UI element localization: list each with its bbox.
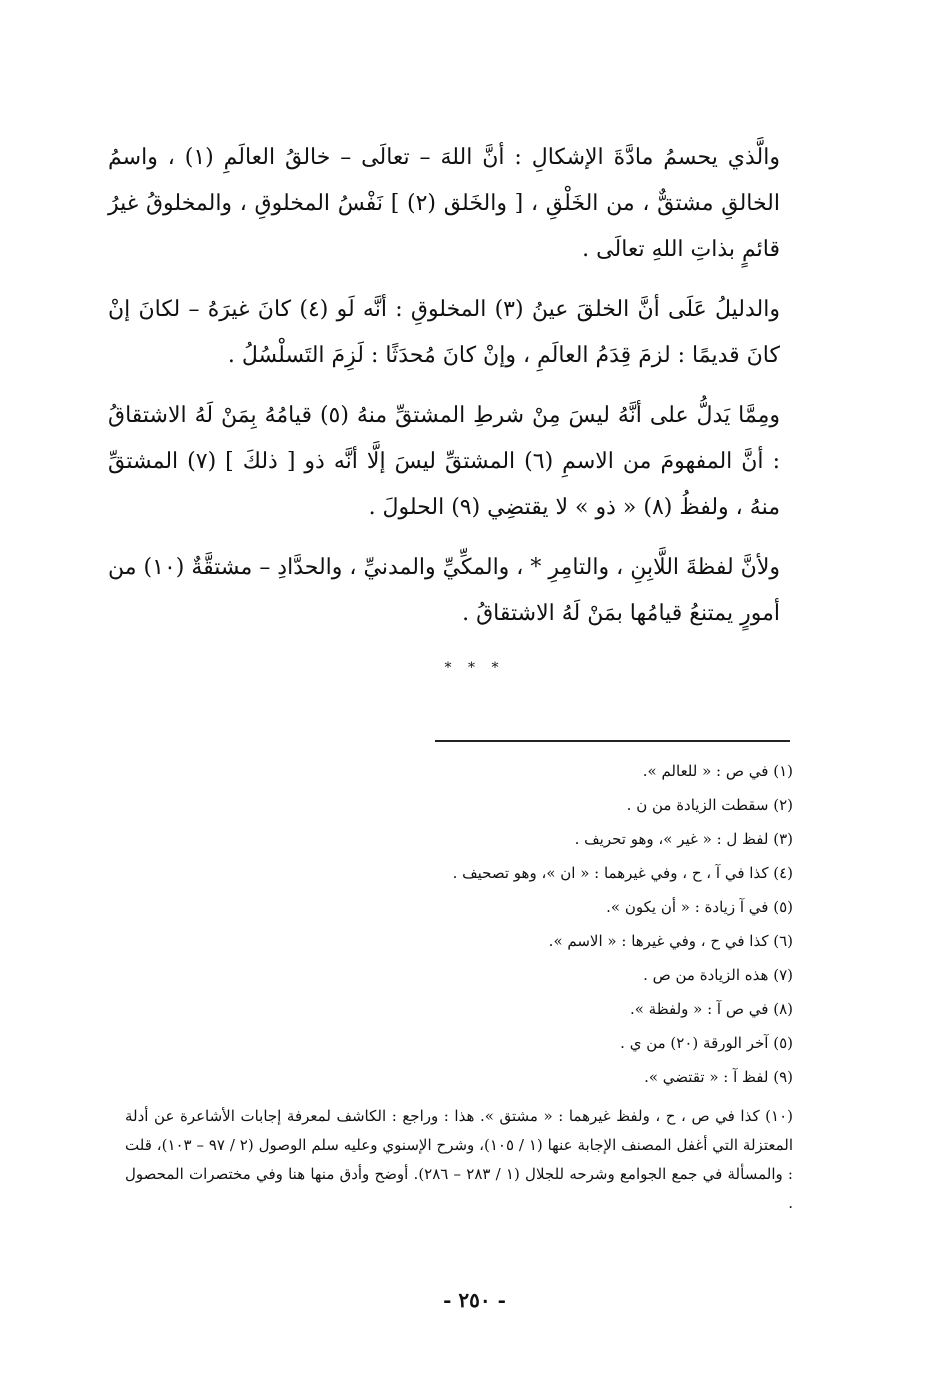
footnote-6: (٦) كذا في ح ، وفي غيرها : « الاسم ». xyxy=(548,932,793,950)
page-number: - ٢٥٠ - xyxy=(443,1288,506,1312)
paragraph-2: والدليلُ عَلَى أنَّ الخلقَ عينُ (٣) المخلوقِ : أنَّه لَو (٤) كانَ غيرَهُ – لكانَ إنْ كانَ قديمًا : لزمَ قِدَمُ العالَمِ ، وإنْ كانَ مُحدَثًا : لَزِمَ التَسلْسُلُ . xyxy=(108,297,780,368)
footnote-star: (٥) آخر الورقة (٢٠) من ي . xyxy=(620,1034,793,1052)
footnote-9: (٩) لفظ آ : « تقتضي ». xyxy=(644,1068,793,1086)
footnote-divider xyxy=(435,740,790,742)
footnotes xyxy=(125,754,793,1233)
footnote-1: (١) في ص : « للعالم ». xyxy=(642,762,793,780)
footnote-5: (٥) في آ زيادة : « أن يكون ». xyxy=(606,898,793,916)
footnote-4: (٤) كذا في آ ، ح ، وفي غيرهما : « ان »، وهو تصحيف . xyxy=(452,864,793,882)
footnote-10: (١٠) كذا في ص ، ح ، ولفظ غيرهما : « مشتق ». هذا : وراجع : الكاشف لمعرفة إجابات الأشاعرة عن أدلة المعتزلة التي أغفل المصنف الإجابة عنها (١ / ١٠٥)، وشرح الإسنوي وعليه سلم الوصول (٢ / ٩٧ – ١٠٣)، قلت : والمسألة في جمع الجوامع وشرحه للجلال (١ / ٢٨٣ – ٢٨٦). أوضح وأدق منها هنا وفي مختصرات المحصول . xyxy=(125,1107,793,1212)
footnote-7: (٧) هذه الزيادة من ص . xyxy=(643,966,793,984)
section-separator: * * * xyxy=(444,660,505,676)
footnote-3: (٣) لفظ ل : « غير »، وهو تحريف . xyxy=(574,830,793,848)
footnote-2: (٢) سقطت الزيادة من ن . xyxy=(626,796,793,814)
paragraph-1: والَّذي يحسمُ مادَّةَ الإشكالِ : أنَّ اللهَ – تعالَى – خالقُ العالَمِ (١) ، واسمُ الخالقِ مشتقٌّ ، من الخَلْقِ ، [ والخَلق (٢) ] نَفْسُ المخلوقِ ، والمخلوقُ غيرُ قائمٍ بذاتِ اللهِ تعالَى . xyxy=(108,145,780,262)
footnote-8: (٨) في ص آ : « ولفظة ». xyxy=(629,1000,793,1018)
paragraph-4: ولأنَّ لفظةَ اللَّابِنِ ، والتامِرِ * ، والمكِّيِّ والمدنيِّ ، والحدَّادِ – مشتقَّةٌ (١٠) من أمورٍ يمتنعُ قيامُها بمَنْ لَهُ الاشتقاقُ . xyxy=(108,555,781,626)
paragraph-3: ومِمَّا يَدلُّ على أنَّهُ ليسَ مِنْ شرطِ المشتقِّ منهُ (٥) قيامُهُ بِمَنْ لَهُ الاشتقاقُ : أنَّ المفهومَ من الاسمِ (٦) المشتقِّ ليسَ إلَّا أنَّه ذو [ ذلكَ ] (٧) المشتقِّ منهُ ، ولفظُ (٨) « ذو » لا يقتضِي (٩) الحلولَ . xyxy=(108,403,780,520)
main-text xyxy=(108,135,780,651)
